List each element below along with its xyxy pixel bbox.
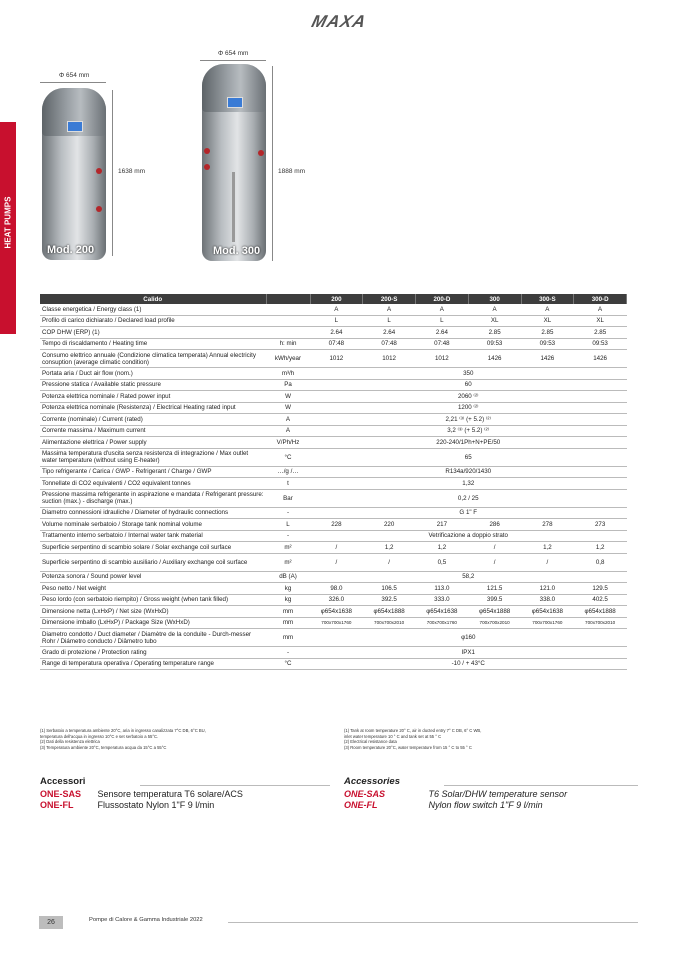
height-label-300: 1888 mm: [278, 168, 306, 175]
accessories-title-en: [344, 776, 638, 787]
table-row: [40, 437, 627, 449]
table-row: [40, 606, 627, 618]
row-unit: mm: [266, 629, 310, 647]
cell-value: 228: [310, 519, 363, 531]
row-unit: °C: [266, 658, 310, 670]
cell-value: 2.85: [468, 327, 521, 339]
model-label-200: Mod. 200: [47, 244, 95, 256]
row-label: COP DHW (ERP) (1): [40, 327, 266, 339]
cell-value: /: [468, 553, 521, 571]
table-row: [40, 466, 627, 478]
cell-value: 07:48: [416, 338, 469, 350]
cell-value: A: [310, 304, 363, 315]
cell-value: φ654x1638: [521, 606, 574, 618]
table-row: [40, 647, 627, 659]
cell-value: 402.5: [574, 594, 627, 606]
cell-value: 2.64: [310, 327, 363, 339]
height-label-200: 1638 mm: [118, 168, 146, 175]
row-unit: [266, 304, 310, 315]
footer-text: Pompe di Calore & Gamma Industriale 2022: [89, 917, 203, 923]
table-row: [40, 617, 627, 629]
table-row: [40, 327, 627, 339]
cell-value: 333.0: [416, 594, 469, 606]
cell-value: 338.0: [521, 594, 574, 606]
cell-value: 113.0: [416, 583, 469, 595]
cell-value: 2.85: [521, 327, 574, 339]
header-300-s: 300-S: [521, 294, 574, 304]
cell-value: 700x700x2010: [574, 617, 627, 629]
side-tab: [0, 122, 16, 334]
row-unit: t: [266, 478, 310, 490]
display-icon: [227, 97, 243, 108]
note-line: (2) Dati della resistenza elettrica: [40, 739, 100, 745]
cell-value: 1012: [416, 350, 469, 368]
table-row: [40, 542, 627, 554]
cell-value: 1,2: [521, 542, 574, 554]
cell-value-span: 65: [310, 448, 627, 466]
brand-logo: MAXA: [309, 12, 369, 31]
cell-value: φ654x1638: [310, 606, 363, 618]
cell-value: 700x700x1760: [310, 617, 363, 629]
cell-value: 2.64: [416, 327, 469, 339]
cell-value: 1012: [363, 350, 416, 368]
table-row: [40, 507, 627, 519]
row-unit: °C: [266, 448, 310, 466]
table-row: [40, 304, 627, 315]
cell-value-span: 3,2 ⁽³⁾ (+ 5.2) ⁽²⁾: [310, 425, 627, 437]
cell-value: 1,2: [363, 542, 416, 554]
port-icon: [96, 168, 102, 174]
page-number: 26: [39, 916, 63, 929]
cell-value-span: R134a/920/1430: [310, 466, 627, 478]
table-row: [40, 315, 627, 327]
cell-value: φ654x1888: [468, 606, 521, 618]
row-label: Massima temperatura d'uscita senza resistenza di integrazione / Max outlet water temperature (without using E-heater): [40, 448, 266, 466]
cell-value: 220: [363, 519, 416, 531]
cell-value-span: Vetrificazione a doppio strato: [310, 530, 627, 542]
cell-value: 121.0: [521, 583, 574, 595]
cell-value: 700x700x2010: [363, 617, 416, 629]
cell-value: /: [310, 553, 363, 571]
row-unit: [266, 327, 310, 339]
table-row: [40, 402, 627, 414]
cell-value-span: 1200 ⁽²⁾: [310, 402, 627, 414]
cell-value: L: [416, 315, 469, 327]
cell-value-span: IPX1: [310, 647, 627, 659]
cell-value-span: 58,2: [310, 571, 627, 583]
table-row: [40, 425, 627, 437]
accessory-row: [40, 800, 214, 810]
height-line-300: [272, 66, 273, 261]
table-row: [40, 530, 627, 542]
row-unit: h: min: [266, 338, 310, 350]
table-row: [40, 368, 627, 380]
notes-italian: [40, 728, 206, 750]
row-label: Range di temperatura operativa / Operating temperature range: [40, 658, 266, 670]
table-row: [40, 338, 627, 350]
row-label: Portata aria / Duct air flow (nom.): [40, 368, 266, 380]
cell-value: A: [363, 304, 416, 315]
cell-value: /: [363, 553, 416, 571]
footer-divider: [228, 922, 638, 923]
row-unit: -: [266, 507, 310, 519]
row-label: Tonnellate di CO2 equivalenti / CO2 equivalent tonnes: [40, 478, 266, 490]
spec-table: [40, 294, 627, 670]
row-unit: Pa: [266, 379, 310, 391]
row-label: Tempo di riscaldamento / Heating time: [40, 338, 266, 350]
header-200: 200: [310, 294, 363, 304]
cell-value: 1426: [468, 350, 521, 368]
accessory-code: ONE-SAS: [40, 789, 82, 799]
cell-value: 399.5: [468, 594, 521, 606]
row-unit: m³/h: [266, 368, 310, 380]
cell-value: 700x700x1760: [416, 617, 469, 629]
note-line: inlet water temperature 10 ° C and tank set at 55 ° C: [344, 733, 442, 739]
accessory-code: ONE-FL: [344, 800, 378, 810]
cell-value-span: φ160: [310, 629, 627, 647]
cell-value: 2.85: [574, 327, 627, 339]
table-row: [40, 629, 627, 647]
cell-value: A: [468, 304, 521, 315]
row-label: Superficie serpentino di scambio solare / Solar exchange coil surface: [40, 542, 266, 554]
cell-value: /: [310, 542, 363, 554]
row-label: Peso netto / Net weight: [40, 583, 266, 595]
row-label: Trattamento interno serbatoio / Internal water tank material: [40, 530, 266, 542]
accessory-row: [40, 789, 243, 799]
table-row: [40, 478, 627, 490]
accessory-row: [344, 800, 543, 810]
header-300-d: 300-D: [574, 294, 627, 304]
note-line: (1) Serbatoio a temperatura ambiente 20°C, aria in ingresso canalizzata 7°C DB, 6°C BU,: [40, 728, 206, 733]
row-label: Corrente (nominale) / Current (rated): [40, 414, 266, 426]
accessory-desc: T6 Solar/DHW temperature sensor: [428, 789, 568, 799]
port-icon: [204, 164, 210, 170]
diameter-line-200: [40, 82, 106, 83]
cell-value: A: [416, 304, 469, 315]
side-tab-label: HEAT PUMPS: [3, 196, 13, 249]
cell-value-span: 2,21 ⁽³⁾ (+ 5.2) ⁽²⁾: [310, 414, 627, 426]
table-row: [40, 391, 627, 403]
cell-value: 129.5: [574, 583, 627, 595]
table-header-row: [40, 294, 627, 304]
row-unit: [266, 315, 310, 327]
table-row: [40, 350, 627, 368]
cell-value: XL: [521, 315, 574, 327]
cell-value: A: [574, 304, 627, 315]
note-line: (3) Room temperature 20°C, water temperature from 15 ° C to 55 ° C: [344, 744, 472, 750]
note-line: temperatura dell'acqua in ingresso 10°C e set serbatoio a 55°C.: [40, 733, 159, 739]
cell-value-span: G 1" F: [310, 507, 627, 519]
divider: [140, 785, 330, 786]
row-label: Superficie serpentino di scambio ausiliario / Auxiliary exchange coil surface: [40, 553, 266, 571]
row-label: Grado di protezione / Protection rating: [40, 647, 266, 659]
cell-value: 217: [416, 519, 469, 531]
row-unit: W: [266, 391, 310, 403]
row-unit: Bar: [266, 489, 310, 507]
row-label: Tipo refrigerante / Carica / GWP - Refrigerant / Charge / GWP: [40, 466, 266, 478]
table-row: [40, 658, 627, 670]
cell-value: 98.0: [310, 583, 363, 595]
header-unit: [266, 294, 310, 304]
cell-value: 1426: [521, 350, 574, 368]
cell-value-span: 2060 ⁽²⁾: [310, 391, 627, 403]
table-row: [40, 553, 627, 571]
cell-value: φ654x1638: [416, 606, 469, 618]
cell-value: /: [521, 553, 574, 571]
header-300: 300: [468, 294, 521, 304]
cell-value: 1,2: [416, 542, 469, 554]
row-unit: mm: [266, 606, 310, 618]
cell-value: 1,2: [574, 542, 627, 554]
row-label: Corrente massima / Maximum current: [40, 425, 266, 437]
port-icon: [204, 148, 210, 154]
row-unit: -: [266, 530, 310, 542]
diameter-label-200: Φ 654 mm: [59, 72, 90, 79]
row-label: Dimensione imballo (LxHxP) / Package Size (WxHxD): [40, 617, 266, 629]
row-label: Pressione massima refrigerante in aspirazione e mandata / Refrigerant pressure: suction (max.) - discharge (max.): [40, 489, 266, 507]
table-row: [40, 448, 627, 466]
display-icon: [67, 121, 83, 132]
cell-value: φ654x1888: [363, 606, 416, 618]
row-label: Diametro connessioni idrauliche / Diameter of hydraulic connections: [40, 507, 266, 519]
cell-value-span: 0,2 / 25: [310, 489, 627, 507]
accessories-title-text: Accessories: [344, 776, 400, 787]
row-label: Potenza sonora / Sound power level: [40, 571, 266, 583]
row-label: Potenza elettrica nominale / Rated power input: [40, 391, 266, 403]
accessory-desc: Sensore temperatura T6 solare/ACS: [97, 789, 243, 799]
cell-value: 07:48: [363, 338, 416, 350]
spec-table-body: [40, 304, 627, 670]
cell-value: 2.64: [363, 327, 416, 339]
table-row: [40, 489, 627, 507]
cell-value: 07:48: [310, 338, 363, 350]
row-unit: L: [266, 519, 310, 531]
table-row: [40, 571, 627, 583]
row-label: Dimensione netta (LxHxP) / Net size (WxHxD): [40, 606, 266, 618]
row-unit: -: [266, 647, 310, 659]
row-label: Diametro condotto / Duct diameter / Diamètre de la conduite - Durch-messer Rohr / Diámetro conducto / Diâmetro tubo: [40, 629, 266, 647]
row-label: Pressione statica / Available static pressure: [40, 379, 266, 391]
cell-value: 700x700x1760: [521, 617, 574, 629]
port-icon: [96, 206, 102, 212]
row-label: Potenza elettrica nominale (Resistenza) / Electrical Heating rated input: [40, 402, 266, 414]
row-unit: dB (A): [266, 571, 310, 583]
table-row: [40, 379, 627, 391]
row-unit: V/Ph/Hz: [266, 437, 310, 449]
row-unit: m²: [266, 553, 310, 571]
row-label: Volume nominale serbatoio / Storage tank nominal volume: [40, 519, 266, 531]
cell-value: 273: [574, 519, 627, 531]
header-model-name: Calido: [40, 294, 266, 304]
accessory-code: ONE-FL: [40, 800, 74, 810]
row-label: Consumo elettrico annuale (Condizione climatica temperata) Annual electricity consuption (average climatic condition): [40, 350, 266, 368]
row-unit: …/g /…: [266, 466, 310, 478]
cell-value-span: 1,32: [310, 478, 627, 490]
accessory-code: ONE-SAS: [344, 789, 386, 799]
table-row: [40, 583, 627, 595]
cell-value-span: 350: [310, 368, 627, 380]
pipe-icon: [232, 172, 235, 242]
cell-value: 0,5: [416, 553, 469, 571]
cell-value: XL: [468, 315, 521, 327]
row-unit: A: [266, 414, 310, 426]
header-200-d: 200-D: [416, 294, 469, 304]
note-line: (2) Electrical resistance data: [344, 739, 397, 745]
cell-value-span: -10 / + 43°C: [310, 658, 627, 670]
tank-image-200: [42, 88, 106, 260]
row-unit: mm: [266, 617, 310, 629]
cell-value: 286: [468, 519, 521, 531]
row-label: Profilo di carico dichiarato / Declared load profile: [40, 315, 266, 327]
row-unit: A: [266, 425, 310, 437]
row-label: Peso lordo (con serbatoio riempito) / Gross weight (when tank filled): [40, 594, 266, 606]
cell-value: 326.0: [310, 594, 363, 606]
accessory-desc: Flussostato Nylon 1"F 9 l/min: [97, 800, 215, 810]
port-icon: [258, 150, 264, 156]
header-200-s: 200-S: [363, 294, 416, 304]
cell-value: 09:53: [468, 338, 521, 350]
row-unit: kg: [266, 594, 310, 606]
divider: [444, 785, 638, 786]
cell-value: 1012: [310, 350, 363, 368]
cell-value: 09:53: [521, 338, 574, 350]
accessory-row: [344, 789, 567, 799]
cell-value: 700x700x2010: [468, 617, 521, 629]
cell-value: 1426: [574, 350, 627, 368]
cell-value: L: [310, 315, 363, 327]
accessories-title-text: Accessori: [40, 776, 86, 787]
note-line: (1) Tank at room temperature 20° C, air in ducted entry 7° C DB, 6° C WB,: [344, 728, 482, 733]
cell-value: 0,8: [574, 553, 627, 571]
notes-english: [344, 728, 481, 750]
model-label-300: Mod. 300: [213, 245, 261, 257]
note-line: (3) Temperatura ambiente 20°C, temperatura acqua da 15°C a 55°C: [40, 744, 167, 750]
cell-value: 106.5: [363, 583, 416, 595]
height-line-200: [112, 90, 113, 256]
table-row: [40, 519, 627, 531]
cell-value: XL: [574, 315, 627, 327]
accessories-title-it: [40, 776, 330, 787]
row-unit: W: [266, 402, 310, 414]
row-label: Classe energetica / Energy class (1): [40, 304, 266, 315]
accessory-desc: Nylon flow switch 1"F 9 l/min: [428, 800, 543, 810]
cell-value: 392.5: [363, 594, 416, 606]
cell-value: L: [363, 315, 416, 327]
cell-value: 121.5: [468, 583, 521, 595]
cell-value-span: 60: [310, 379, 627, 391]
cell-value: 09:53: [574, 338, 627, 350]
row-unit: kWh/year: [266, 350, 310, 368]
row-label: Alimentazione elettrica / Power supply: [40, 437, 266, 449]
cell-value: A: [521, 304, 574, 315]
table-row: [40, 414, 627, 426]
table-row: [40, 594, 627, 606]
cell-value: 278: [521, 519, 574, 531]
diameter-label-300: Φ 654 mm: [218, 50, 249, 57]
cell-value: φ654x1888: [574, 606, 627, 618]
cell-value-span: 220-240/1Ph+N+PE/50: [310, 437, 627, 449]
cell-value: /: [468, 542, 521, 554]
row-unit: kg: [266, 583, 310, 595]
tank-image-300: [202, 64, 266, 261]
diameter-line-300: [200, 60, 266, 61]
row-unit: m²: [266, 542, 310, 554]
